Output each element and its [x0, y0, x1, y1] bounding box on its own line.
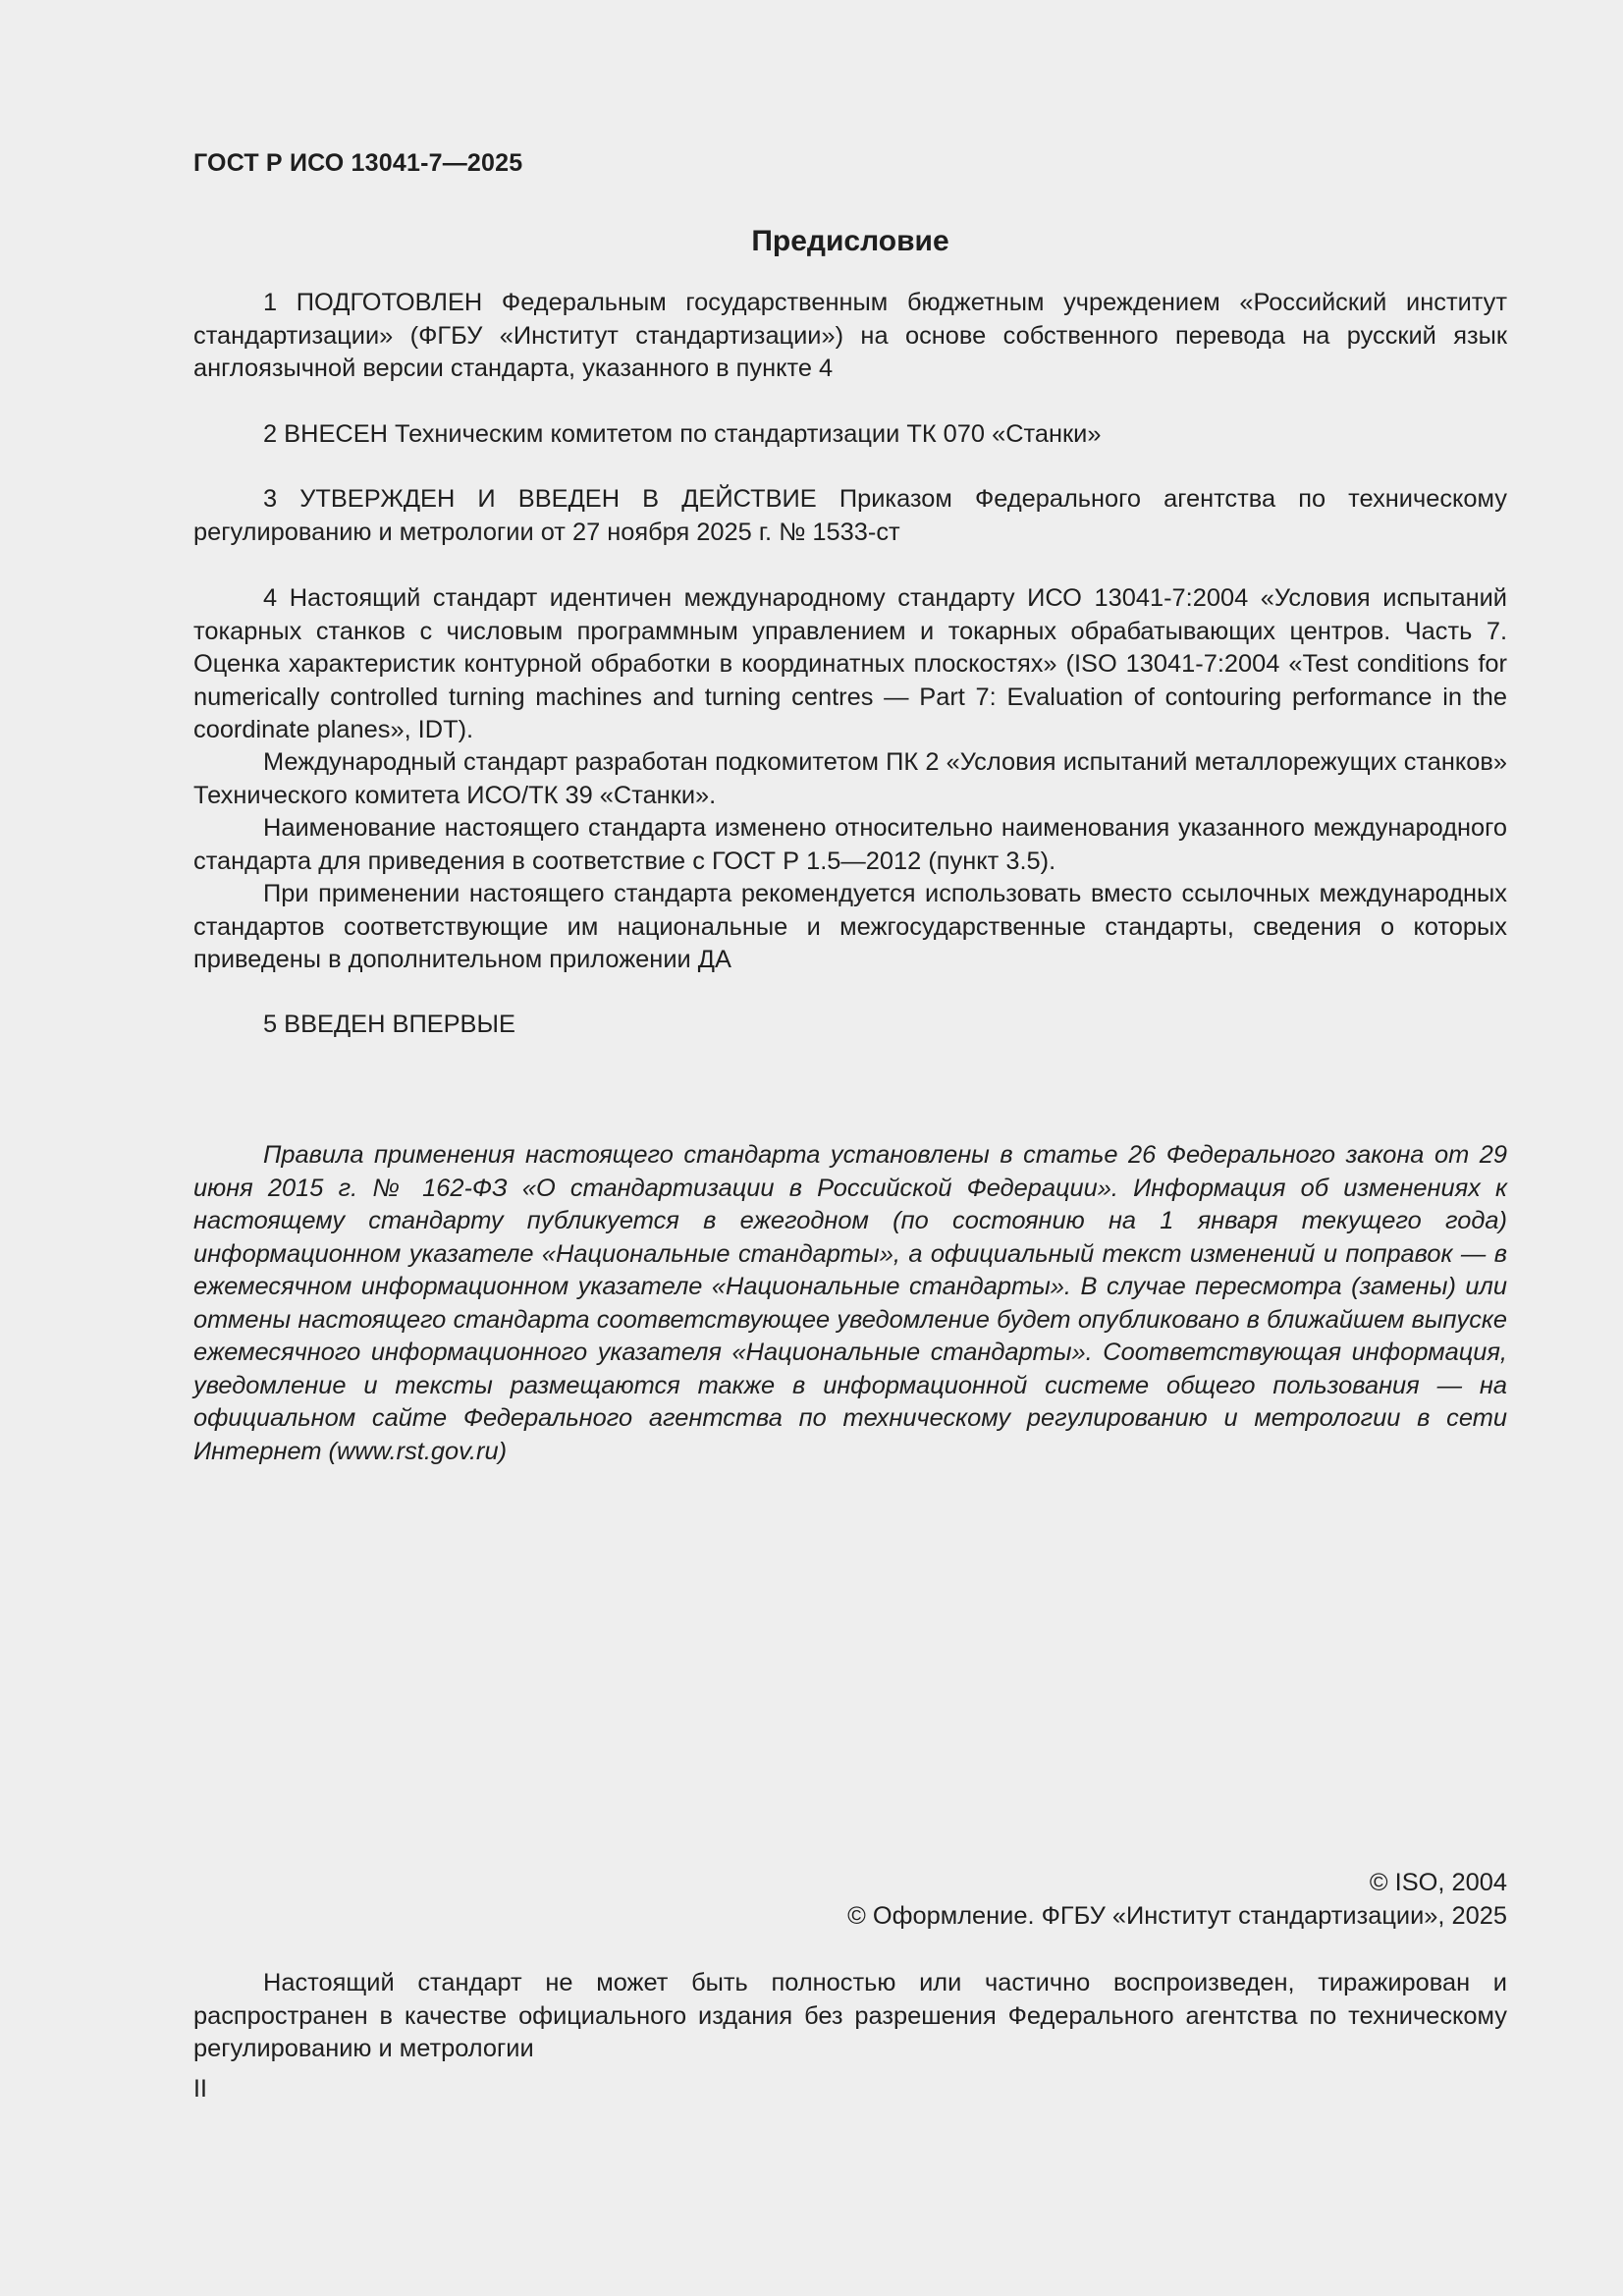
- preface-item-4-name-change: Наименование настоящего стандарта изменено относительно наименования указанного международного стандарта для приведения в соответствие с ГОСТ Р 1.5—2012 (пункт 3.5).: [193, 814, 1507, 875]
- page-number: II: [193, 2075, 207, 2103]
- copyright-iso: © ISO, 2004: [1369, 1869, 1507, 1896]
- document-code: ГОСТ Р ИСО 13041-7—2025: [193, 149, 523, 177]
- preface-item-4: 4 Настоящий стандарт идентичен международному стандарту ИСО 13041-7:2004 «Условия испытаний токарных станков с числовым программным управлением и токарных обрабатывающих центров. Часть 7. Оценка характеристик контурной обработки в координатных плоскостях» (ISO 13041-7:2004 «Test conditions for numerically controlled turning machines and turning centres — Part 7: Evaluation of contouring performance in the coordinate planes», IDT).: [193, 584, 1507, 743]
- preface-item-4-subcommittee: Международный стандарт разработан подкомитетом ПК 2 «Условия испытаний металлорежущих станков» Технического комитета ИСО/ТК 39 «Станки».: [193, 748, 1507, 809]
- copyright-block: [193, 1867, 1507, 1933]
- page-title: Предисловие: [751, 225, 949, 257]
- preface-item-5: 5 ВВЕДЕН ВПЕРВЫЕ: [263, 1011, 515, 1038]
- reproduction-notice: Настоящий стандарт не может быть полностью или частично воспроизведен, тиражирован и распространен в качестве официального издания без разрешения Федерального агентства по техническому регулированию и метрологии: [193, 1969, 1507, 2062]
- preface-item-2: 2 ВНЕСЕН Техническим комитетом по стандартизации ТК 070 «Станки»: [263, 420, 1102, 448]
- preface-item-1: 1 ПОДГОТОВЛЕН Федеральным государственным бюджетным учреждением «Российский институт стандартизации» (ФГБУ «Институт стандартизации») на основе собственного перевода на русский язык англоязычной версии стандарта, указанного в пункте 4: [193, 289, 1507, 382]
- copyright-design: © Оформление. ФГБУ «Институт стандартизации», 2025: [847, 1901, 1507, 1930]
- application-rules-notice: Правила применения настоящего стандарта установлены в статье 26 Федерального закона от 29 июня 2015 г. № 162-ФЗ «О стандартизации в Российской Федерации». Информация об изменениях к настоящему стандарту публикуется в ежегодном (по состоянию на 1 января текущего года) информационном указателе «Национальные стандарты», а официальный текст изменений и поправок — в ежемесячном информационном указателе «Национальные стандарты». В случае пересмотра (замены) или отмены настоящего стандарта соответствующее уведомление будет опубликовано в ближайшем выпуске ежемесячного информационного указателя «Национальные стандарты». Соответствующая информация, уведомление и тексты размещаются также в информационной системе общего пользования — на официальном сайте Федерального агентства по техническому регулированию и метрологии в сети Интернет (www.rst.gov.ru): [193, 1141, 1507, 1465]
- preface-item-3: 3 УТВЕРЖДЕН И ВВЕДЕН В ДЕЙСТВИЕ Приказом Федерального агентства по техническому регулированию и метрологии от 27 ноября 2025 г. № 1533-ст: [193, 485, 1507, 546]
- preface-item-4-references: При применении настоящего стандарта рекомендуется использовать вместо ссылочных международных стандартов соответствующие им национальные и межгосударственные стандарты, сведения о которых приведены в дополнительном приложении ДА: [193, 880, 1507, 973]
